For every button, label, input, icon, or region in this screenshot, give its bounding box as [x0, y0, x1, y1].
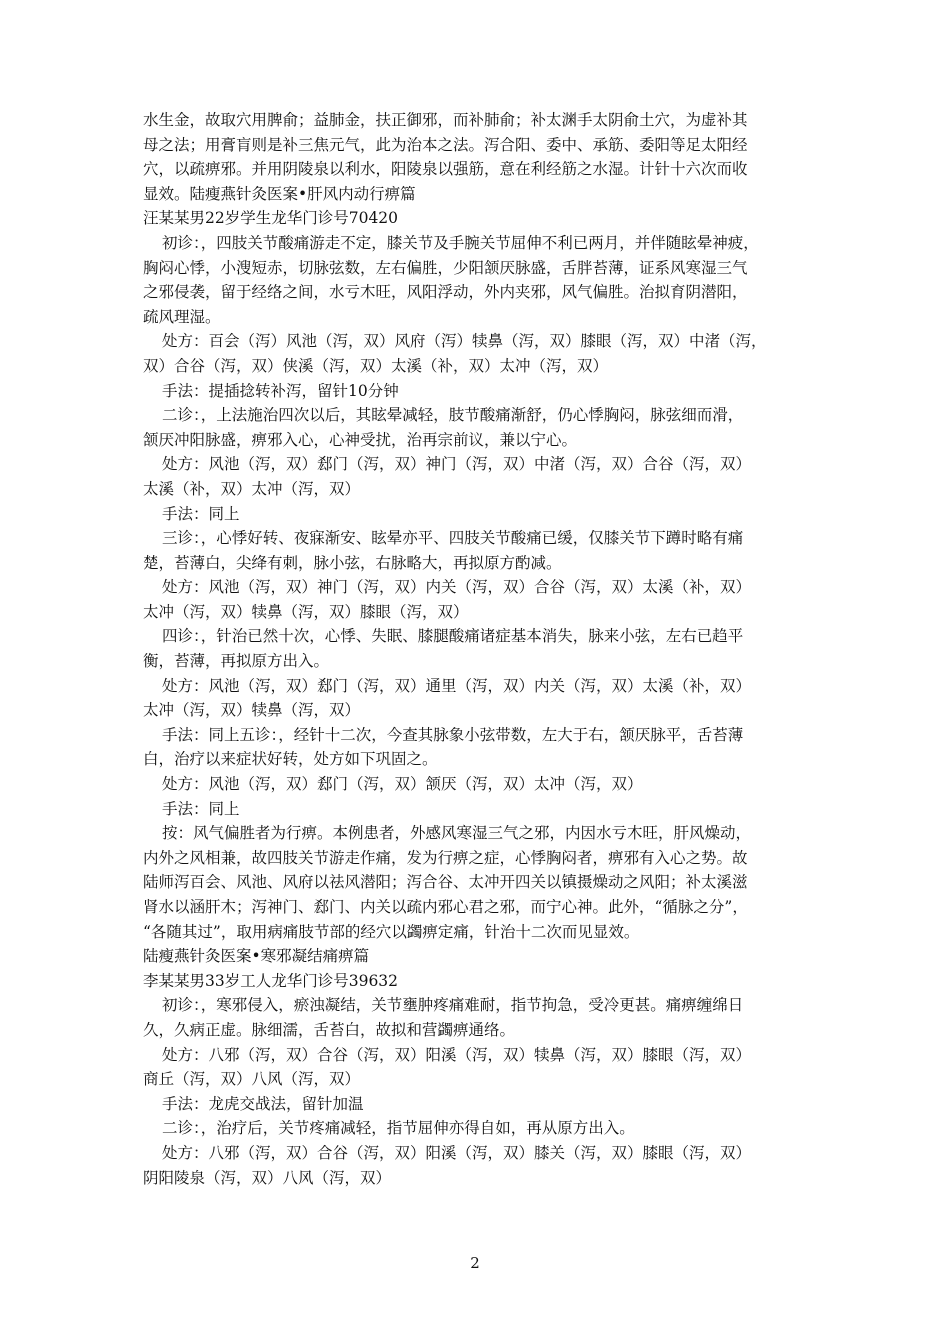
text-line: 母之法；用膏肓则是补三焦元气，此为治本之法。泻合阳、委中、承筋、委阳等足太阳经 — [143, 135, 748, 154]
text-line: 初诊：，寒邪侵入，瘀浊凝结，关节壅肿疼痛难耐，指节拘急，受冷更甚。痛痹缠绵日 — [162, 996, 744, 1015]
text-line: 白，治疗以来症状好转，处方如下巩固之。 — [143, 750, 438, 769]
text-line: 手法：同上五诊：，经针十二次，今查其脉象小弦带数，左大于右，颔厌脉平，舌苔薄 — [162, 725, 744, 744]
text-line: 三诊：，心悸好转、夜寐渐安、眩晕亦平、四肢关节酸痛已缓，仅膝关节下蹲时略有痛 — [162, 529, 744, 548]
text-line: 汪某某男22岁学生龙华门诊号70420 — [143, 209, 399, 228]
text-line: 处方：百会（泻）风池（泻，双）风府（泻）犊鼻（泻，双）膝眼（泻，双）中渚（泻， — [162, 332, 767, 351]
document-body — [143, 108, 833, 1190]
text-line: 衡，苔薄，再拟原方出入。 — [143, 652, 330, 671]
text-line: 手法：同上 — [162, 799, 240, 818]
text-line: 处方：风池（泻，双）郄门（泻，双）通里（泻，双）内关（泻，双）太溪（补，双） — [162, 676, 752, 695]
text-line: 疏风理湿。 — [143, 307, 221, 326]
text-line: 处方：风池（泻，双）神门（泻，双）内关（泻，双）合谷（泻，双）太溪（补，双） — [162, 578, 752, 597]
text-line: 太冲（泻，双）犊鼻（泻，双）膝眼（泻，双） — [143, 602, 469, 621]
text-line: 陆师泻百会、风池、风府以祛风潜阳；泻合谷、太冲开四关以镇摄燥动之风阳；补太溪滋 — [143, 873, 748, 892]
text-line: 太溪（补，双）太冲（泻，双） — [143, 479, 361, 498]
text-line: 按：风气偏胜者为行痹。本例患者，外感风寒湿三气之邪，内因水亏木旺，肝风燥动， — [162, 824, 752, 843]
text-line: 肾水以涵肝木；泻神门、郄门、内关以疏内邪心君之邪，而宁心神。此外，“循脉之分”， — [143, 898, 748, 916]
text-line: 处方：八邪（泻，双）合谷（泻，双）阳溪（泻，双）犊鼻（泻，双）膝眼（泻，双） — [162, 1045, 752, 1064]
text-line: 穴，以疏痹邪。并用阴陵泉以利水，阳陵泉以强筋，意在利经筋之水湿。计针十六次而收 — [143, 160, 748, 179]
text-line: 双）合谷（泻，双）侠溪（泻，双）太溪（补，双）太冲（泻，双） — [143, 356, 609, 375]
text-line: 内外之风相兼，故四肢关节游走作痛，发为行痹之症，心悸胸闷者，痹邪有入心之势。故 — [143, 848, 748, 867]
text-line: 久，久病正虚。脉细濡，舌苔白，故拟和营蠲痹通络。 — [143, 1020, 516, 1039]
text-line: 颔厌冲阳脉盛，痹邪入心，心神受扰，治再宗前议，兼以宁心。 — [143, 430, 578, 449]
text-line: 处方：风池（泻，双）郄门（泻，双）神门（泻，双）中渚（泻，双）合谷（泻，双） — [162, 455, 752, 474]
text-line: 水生金，故取穴用脾俞；益肺金，扶正御邪，而补肺俞；补太渊手太阴俞土穴，为虚补其 — [143, 111, 748, 129]
text-line: 之邪侵袭，留于经络之间，水亏木旺，风阳浮动，外内夹邪，风气偏胜。治拟育阴潜阳， — [143, 283, 748, 302]
text-line: 显效。陆瘦燕针灸医案•肝风内动行痹篇 — [143, 184, 416, 203]
text-line: 商丘（泻，双）八风（泻，双） — [143, 1070, 361, 1089]
text-line: 四诊：，针治已然十次，心悸、失眠、膝腿酸痛诸症基本消失，脉来小弦，左右已趋平 — [162, 627, 744, 646]
text-line: 楚，苔薄白，尖绛有刺，脉小弦，右脉略大，再拟原方酌减。 — [143, 553, 562, 572]
text-line: 二诊：，治疗后，关节疼痛减轻，指节屈伸亦得自如，再从原方出入。 — [162, 1119, 635, 1138]
text-line: 胸闷心悸，小溲短赤，切脉弦数，左右偏胜，少阳颔厌脉盛，舌胖苔薄，证系风寒湿三气 — [143, 258, 748, 277]
text-line: 手法：同上 — [162, 504, 240, 523]
text-line: 阴阳陵泉（泻，双）八风（泻，双） — [143, 1168, 392, 1187]
text-line: 初诊：，四肢关节酸痛游走不定，膝关节及手腕关节屈伸不利已两月，并伴随眩晕神疲， — [162, 233, 759, 252]
text-line: 手法：提插捻转补泻，留针10分钟 — [162, 381, 399, 400]
page-number: 2 — [470, 1254, 480, 1272]
text-line: 处方：八邪（泻，双）合谷（泻，双）阳溪（泻，双）膝关（泻，双）膝眼（泻，双） — [162, 1143, 752, 1162]
text-line: 陆瘦燕针灸医案•寒邪凝结痛痹篇 — [143, 947, 370, 966]
text-line: 太冲（泻，双）犊鼻（泻，双） — [143, 701, 361, 720]
text-line: 二诊：，上法施治四次以后，其眩晕减轻，肢节酸痛渐舒，仍心悸胸闷，脉弦细而滑， — [162, 406, 744, 425]
text-line: 手法：龙虎交战法，留针加温 — [162, 1094, 364, 1113]
text-line: 处方：风池（泻，双）郄门（泻，双）颔厌（泻，双）太冲（泻，双） — [162, 775, 643, 794]
text-line: 李某某男33岁工人龙华门诊号39632 — [143, 971, 399, 990]
text-line: “各随其过”，取用病痛肢节部的经穴以蠲痹定痛，针治十二次而见显效。 — [143, 922, 640, 941]
